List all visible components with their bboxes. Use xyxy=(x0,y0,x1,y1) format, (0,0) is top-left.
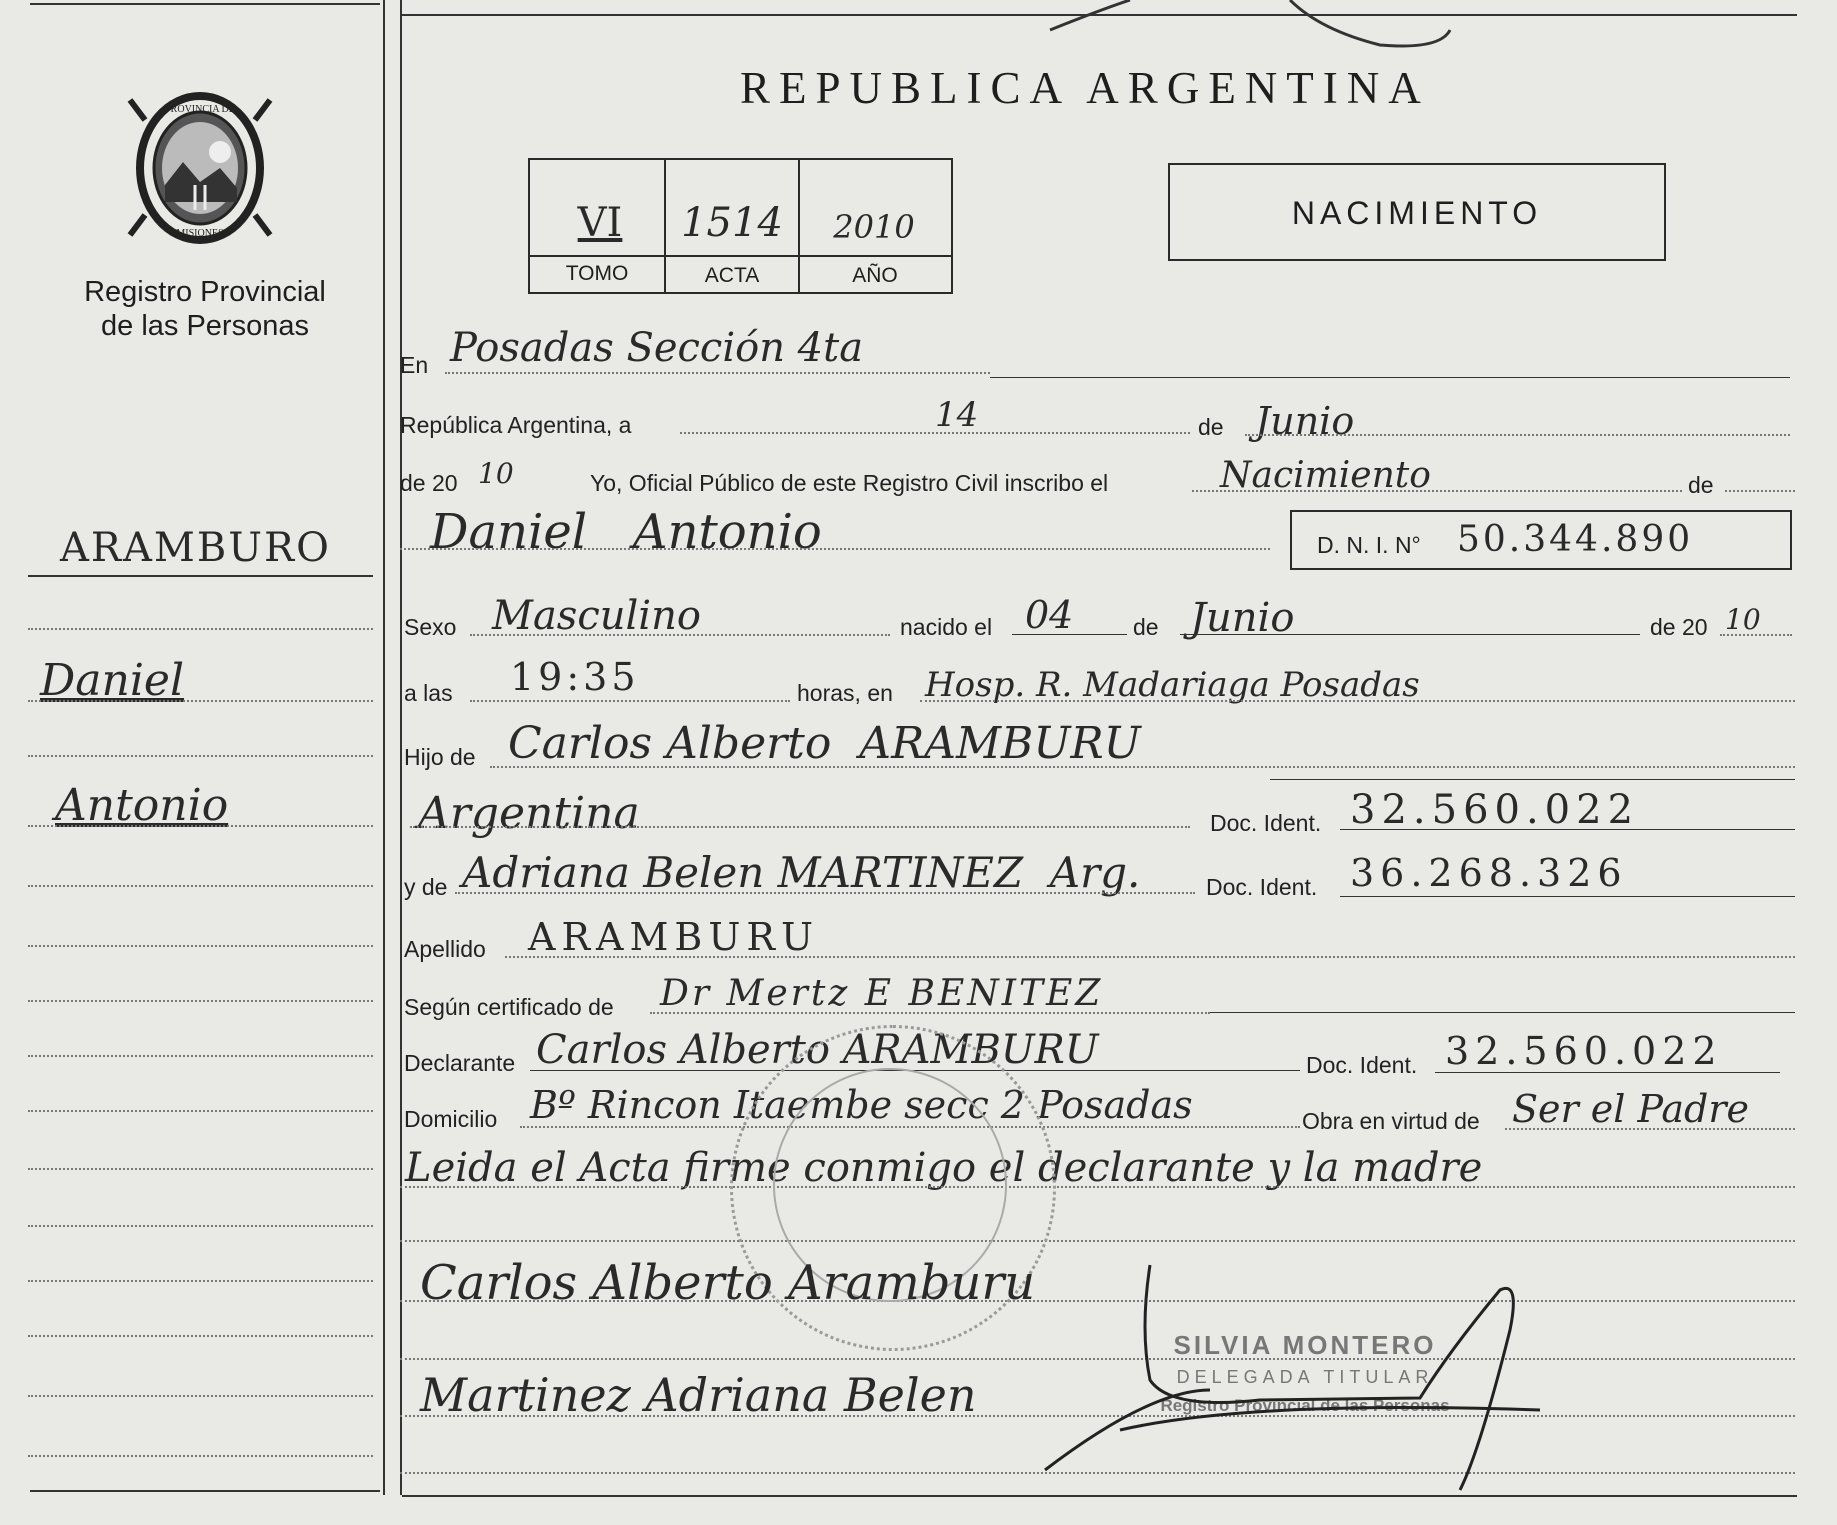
line-mes-dots xyxy=(1245,434,1790,436)
value-doc-padre: 32.560.022 xyxy=(1350,787,1640,833)
right-column-divider xyxy=(400,0,402,1495)
margin-line-5 xyxy=(28,825,373,827)
value-lugar: Posadas Sección 4ta xyxy=(450,325,864,371)
record-number-table xyxy=(528,158,953,294)
value-mes-inscripcion: Junio xyxy=(1255,399,1355,443)
margin-line-1 xyxy=(28,575,373,577)
bottom-rule-left xyxy=(30,1490,380,1492)
official-org: Registro Provincial de las Personas xyxy=(1160,1396,1450,1415)
margin-surname: ARAMBURO xyxy=(60,525,331,571)
label-nacido: nacido el xyxy=(900,614,993,640)
label-de-1: de xyxy=(1198,414,1224,440)
margin-line-13 xyxy=(28,1280,373,1282)
acta-value: 1514 xyxy=(681,200,783,246)
margin-line-12 xyxy=(28,1225,373,1227)
margin-line-10 xyxy=(28,1110,373,1112)
signature-madre: Martinez Adriana Belen xyxy=(420,1368,977,1422)
document-title: REPUBLICA ARGENTINA xyxy=(740,63,1430,113)
line-nac-padre xyxy=(410,826,1190,828)
line-doc-padre xyxy=(1340,829,1795,830)
value-lugar-nac: Hosp. R. Madariaga Posadas xyxy=(925,665,1420,705)
value-anio-nac: 10 xyxy=(1725,603,1761,636)
line-nombre-dots xyxy=(400,548,1270,550)
label-de-3: de xyxy=(1133,614,1159,640)
line-mes-nac xyxy=(1180,634,1640,635)
label-doc-ident-padre: Doc. Ident. xyxy=(1210,810,1322,836)
label-sexo: Sexo xyxy=(404,614,457,640)
value-hora: 19:35 xyxy=(510,655,640,699)
value-sexo: Masculino xyxy=(492,593,701,639)
value-apellido: ARAMBURU xyxy=(528,915,819,959)
top-signature-stroke xyxy=(1040,0,1460,50)
margin-line-16 xyxy=(28,1455,373,1457)
left-column-divider xyxy=(383,0,385,1495)
label-horas: horas, en xyxy=(797,680,893,706)
margin-line-9 xyxy=(28,1055,373,1057)
value-doc-madre: 36.268.326 xyxy=(1350,851,1628,895)
line-dia-nac xyxy=(1012,634,1127,635)
top-rule-left xyxy=(30,3,380,5)
record-type-label: NACIMIENTO xyxy=(1291,195,1543,231)
label-hijo: Hijo de xyxy=(404,744,476,770)
value-dia-nac: 04 xyxy=(1025,593,1074,637)
line-lugar-nac xyxy=(920,700,1795,702)
signature-padre: Carlos Alberto Aramburu xyxy=(420,1255,1036,1311)
value-padre: Carlos Alberto ARAMBURU xyxy=(508,718,1141,769)
value-doc-declarante: 32.560.022 xyxy=(1445,1029,1723,1073)
tomo-label: TOMO xyxy=(565,262,629,285)
anio-value: 2010 xyxy=(833,208,915,246)
line-doc-madre xyxy=(1340,896,1795,897)
label-segun: Según certificado de xyxy=(404,994,614,1020)
margin-line-2 xyxy=(28,628,373,630)
label-en: En xyxy=(400,352,429,378)
line-certificado-solid xyxy=(1210,1012,1795,1013)
tomo-value: VI xyxy=(577,200,623,246)
line-en-solid xyxy=(990,377,1790,378)
line-nota xyxy=(400,1186,1795,1188)
anio-label: AÑO xyxy=(852,264,898,287)
value-declarante: Carlos Alberto ARAMBURU xyxy=(536,1027,1099,1073)
line-obra xyxy=(1505,1128,1795,1130)
label-apellido: Apellido xyxy=(404,936,486,962)
official-name: SILVIA MONTERO xyxy=(1173,1330,1437,1360)
official-title: DELEGADA TITULAR xyxy=(1176,1367,1434,1387)
record-type-box xyxy=(1168,163,1666,261)
line-de-dots xyxy=(1725,490,1795,492)
margin-name-1: Daniel xyxy=(40,655,185,706)
margin-name-2: Antonio xyxy=(55,780,229,831)
value-madre: Adriana Belen MARTINEZ Arg. xyxy=(462,848,1141,897)
value-domicilio: Bº Rincon Itaembe secc 2 Posadas xyxy=(530,1083,1193,1127)
margin-line-4 xyxy=(28,755,373,757)
label-dni: D. N. I. N° xyxy=(1317,532,1421,558)
label-alas: a las xyxy=(404,680,453,706)
margin-line-14 xyxy=(28,1335,373,1337)
province-seal-logo xyxy=(125,90,275,245)
margin-line-11 xyxy=(28,1168,373,1170)
registry-name xyxy=(50,275,360,343)
value-tipo-acta: Nacimiento xyxy=(1220,455,1431,496)
value-anio-inscripcion: 10 xyxy=(478,457,514,490)
line-tipo-dots xyxy=(1192,490,1682,492)
svg-text:PROVINCIA DE: PROVINCIA DE xyxy=(165,104,235,115)
acta-label: ACTA xyxy=(704,264,760,287)
line-padre-solid xyxy=(1270,779,1795,780)
label-obra: Obra en virtud de xyxy=(1302,1108,1480,1134)
line-hora-dots xyxy=(470,700,790,702)
line-madre xyxy=(455,892,1195,894)
value-nombre: Daniel Antonio xyxy=(430,504,822,560)
dni-box xyxy=(1290,510,1792,570)
label-de20-nac: de 20 xyxy=(1650,614,1708,640)
line-anio-nac xyxy=(1720,634,1792,636)
margin-line-6 xyxy=(28,885,373,887)
margin-line-7 xyxy=(28,945,373,947)
label-yde: y de xyxy=(404,874,448,900)
line-sexo-dots xyxy=(470,634,890,636)
label-de20: de 20 xyxy=(400,470,458,496)
line-certificado xyxy=(650,1012,1210,1014)
label-declarante: Declarante xyxy=(404,1050,516,1076)
label-doc-ident-declarante: Doc. Ident. xyxy=(1306,1052,1418,1078)
value-dia-inscripcion: 14 xyxy=(935,395,979,435)
value-dni: 50.344.890 xyxy=(1457,519,1694,560)
line-padre-dots xyxy=(490,766,1795,768)
margin-line-15 xyxy=(28,1395,373,1397)
value-obra: Ser el Padre xyxy=(1512,1087,1749,1131)
label-doc-ident-madre: Doc. Ident. xyxy=(1206,874,1318,900)
label-republica: República Argentina, a xyxy=(400,412,632,438)
label-de-2: de xyxy=(1688,472,1714,498)
value-nota: Leida el Acta firme conmigo el declarante y la madre xyxy=(405,1145,1483,1191)
margin-line-8 xyxy=(28,1000,373,1002)
registry-name-line2: de las Personas xyxy=(101,310,309,342)
line-blank-1 xyxy=(400,1240,1795,1242)
value-mes-nac: Junio xyxy=(1190,595,1295,641)
line-apellido xyxy=(505,956,1795,958)
value-nacionalidad-padre: Argentina xyxy=(418,788,640,839)
label-oficial: Yo, Oficial Público de este Registro Civil inscribo el xyxy=(590,470,1109,496)
official-signature-stroke xyxy=(1000,1250,1560,1510)
label-domicilio: Domicilio xyxy=(404,1106,498,1132)
svg-text:MISIONES: MISIONES xyxy=(176,228,224,239)
value-certificado: Dr Mertz E BENITEZ xyxy=(660,973,1104,1014)
line-en-dots xyxy=(445,372,990,374)
registry-name-line1: Registro Provincial xyxy=(84,276,326,308)
line-doc-declarante xyxy=(1435,1072,1780,1073)
margin-line-3 xyxy=(28,700,373,702)
